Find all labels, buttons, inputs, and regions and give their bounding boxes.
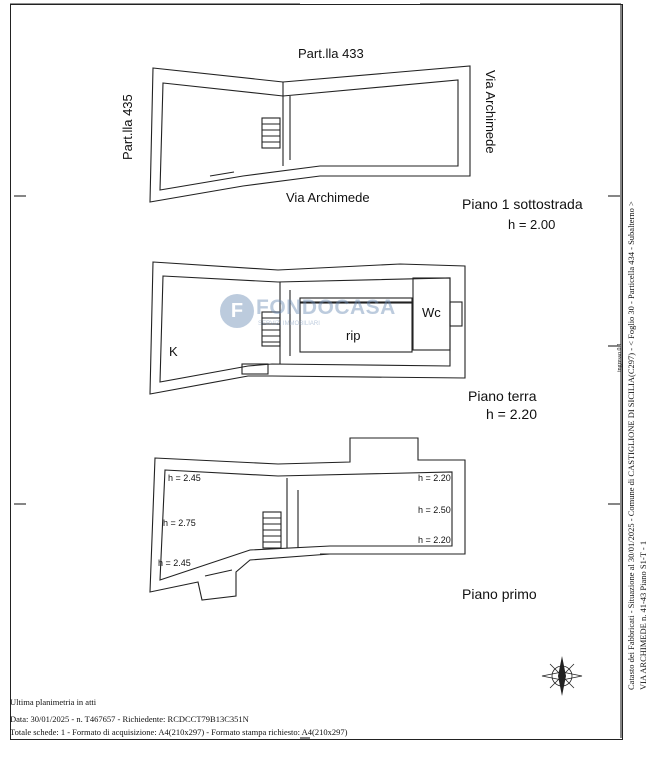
catasto-stamp: ingresso 0.1 <box>617 343 623 372</box>
label-part433: Part.lla 433 <box>298 46 364 61</box>
height-label: h = 2.20 <box>418 473 451 483</box>
label-via-archimede: Via Archimede <box>286 190 370 205</box>
floor-title-primo: Piano primo <box>462 586 537 602</box>
footer-line2: Data: 30/01/2025 - n. T467657 - Richiedente: RCDCCT79B13C351N <box>10 714 249 724</box>
watermark-brand: FONDOCASA <box>256 296 396 319</box>
height-label: h = 2.50 <box>418 505 451 515</box>
catasto-sidebar-line2: VIA ARCHIMEDE n. 41-43 Piano S1-T - 1 <box>638 540 648 690</box>
floor-height-terra: h = 2.20 <box>486 406 537 422</box>
catasto-sidebar-line1: Catasto dei Fabbricati - Situazione al 30/01/2025 - Comune di CASTIGLIONE DI SICILIA(C297) - < Foglio 30 - Particella 434 - Subalterno > <box>626 201 636 690</box>
room-label-wc: Wc <box>422 305 441 320</box>
footer-line1: Ultima planimetria in atti <box>10 697 97 707</box>
room-label-rip: rip <box>346 328 361 343</box>
label-part435: Part.lla 435 <box>120 94 135 160</box>
fondocasa-watermark <box>216 290 406 334</box>
fondocasa-logo-icon: F <box>220 294 254 328</box>
label-via-archimede-side: Via Archimede <box>483 70 498 154</box>
height-label: h = 2.45 <box>168 473 201 483</box>
plan-sottostrada <box>150 66 470 202</box>
north-arrow-icon <box>542 656 582 696</box>
plan-primo <box>150 438 465 600</box>
height-label: h = 2.20 <box>418 535 451 545</box>
footer-line3: Totale schede: 1 - Formato di acquisizione: A4(210x297) - Formato stampa richiesto: A4(210x297) <box>10 727 348 737</box>
height-label: h = 2.75 <box>163 518 196 528</box>
room-label-k: K <box>169 344 178 359</box>
floor-height-sottostrada: h = 2.00 <box>508 217 556 232</box>
floor-title-terra: Piano terra <box>468 388 537 404</box>
floor-title-sottostrada: Piano 1 sottostrada <box>462 196 583 212</box>
height-label: h = 2.45 <box>158 558 191 568</box>
watermark-tagline: SERVIZI IMMOBILIARI <box>258 321 320 327</box>
